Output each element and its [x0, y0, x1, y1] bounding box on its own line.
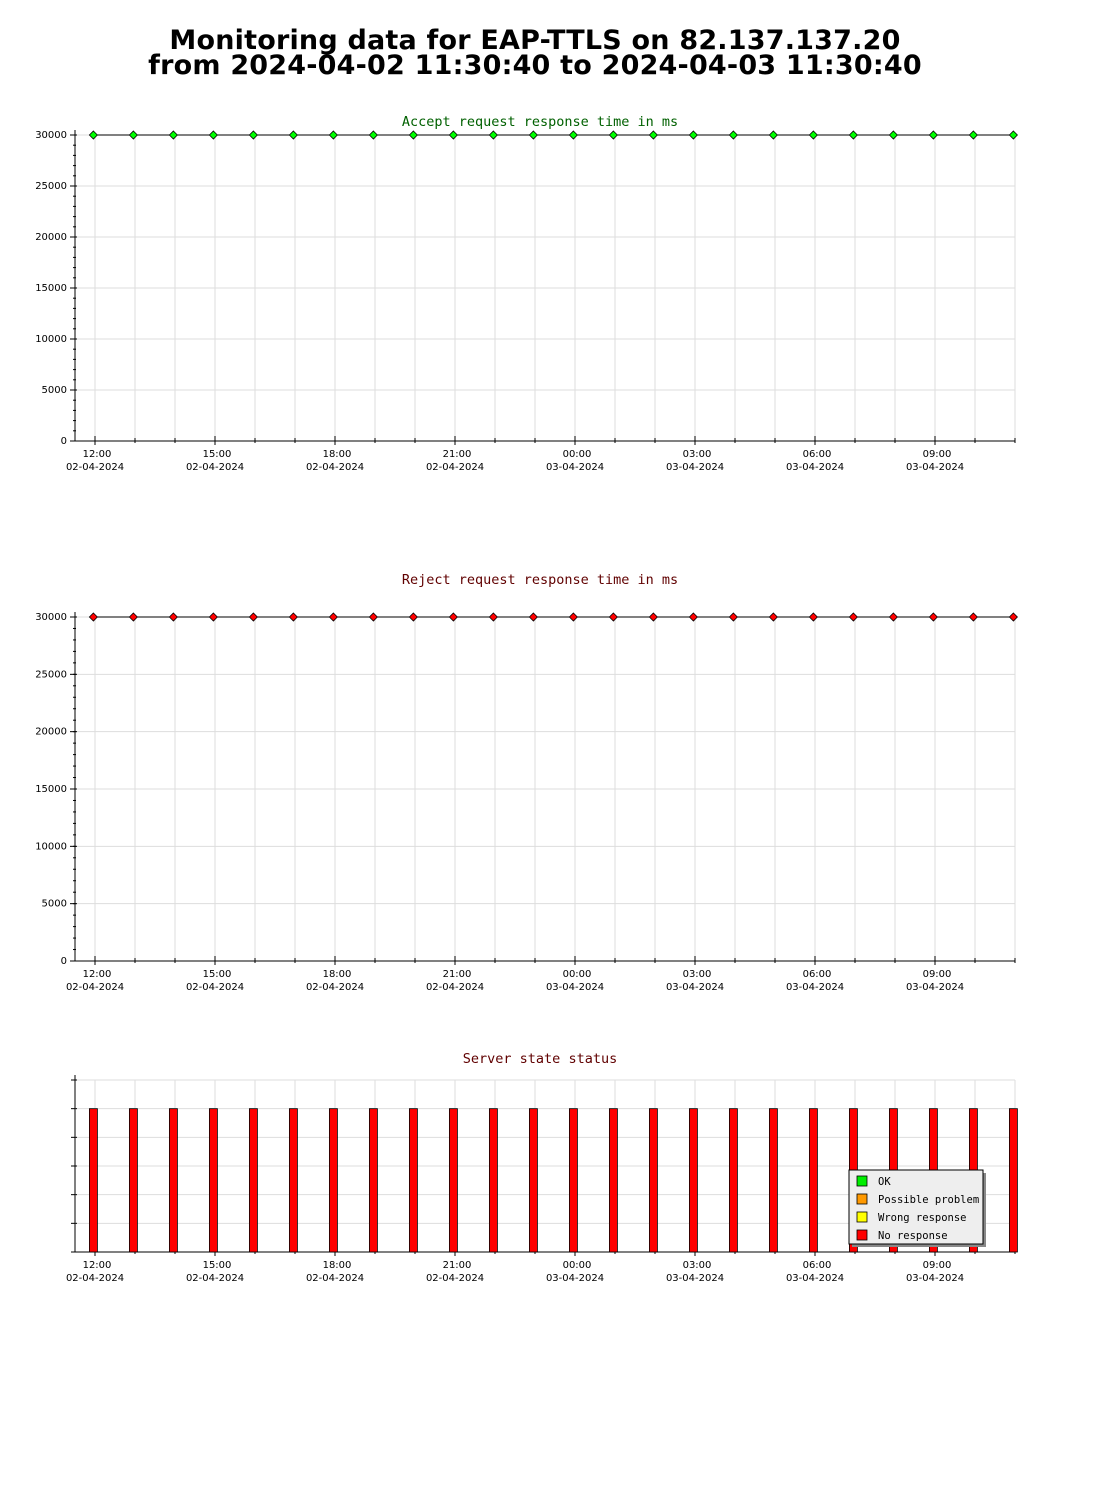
data-point: [489, 131, 497, 139]
data-point: [1009, 131, 1017, 139]
data-point: [289, 613, 297, 621]
data-point: [329, 613, 337, 621]
legend-swatch: [857, 1212, 867, 1222]
x-tick-date: 03-04-2024: [905, 982, 965, 993]
x-tick-time: 15:00: [202, 449, 232, 460]
data-point: [969, 131, 977, 139]
legend-swatch: [857, 1230, 867, 1240]
data-point: [769, 131, 777, 139]
status-bar: [329, 1109, 337, 1252]
status-bar: [449, 1109, 457, 1252]
x-tick-time: 06:00: [802, 969, 832, 980]
x-tick-time: 21:00: [442, 969, 472, 980]
x-tick-date: 03-04-2024: [545, 462, 605, 473]
data-point: [409, 131, 417, 139]
legend: [849, 1170, 983, 1244]
data-point: [169, 613, 177, 621]
status-bar: [89, 1109, 97, 1252]
y-tick-label: 30000: [35, 612, 67, 623]
y-tick-label: 20000: [35, 232, 67, 243]
data-point: [969, 613, 977, 621]
x-tick-time: 12:00: [82, 969, 112, 980]
data-point: [929, 131, 937, 139]
data-point: [369, 613, 377, 621]
x-tick-date: 02-04-2024: [65, 982, 125, 993]
data-point: [249, 613, 257, 621]
legend-label: OK: [878, 1176, 891, 1188]
data-point: [569, 131, 577, 139]
x-tick-date: 03-04-2024: [785, 1273, 845, 1284]
status-bar: [689, 1109, 697, 1252]
x-tick-date: 03-04-2024: [785, 462, 845, 473]
x-tick-time: 15:00: [202, 969, 232, 980]
x-tick-time: 03:00: [682, 449, 712, 460]
x-tick-date: 02-04-2024: [305, 982, 365, 993]
y-tick-label: 25000: [35, 669, 67, 681]
chart-title: Accept request response time in ms: [401, 114, 679, 130]
x-tick-date: 02-04-2024: [425, 982, 485, 993]
x-tick-time: 00:00: [562, 1260, 592, 1271]
x-tick-time: 12:00: [82, 1260, 112, 1271]
chart-title: Reject request response time in ms: [401, 572, 679, 588]
y-tick-label: 15000: [35, 283, 67, 294]
data-point: [329, 131, 337, 139]
page-title: Monitoring data for EAP-TTLS on 82.137.137.20: [169, 25, 901, 56]
chart-panel-2: [35, 572, 1017, 993]
data-point: [89, 613, 97, 621]
status-bar: [249, 1109, 257, 1252]
legend-swatch: [857, 1176, 867, 1186]
x-tick-time: 09:00: [922, 969, 952, 980]
x-tick-date: 02-04-2024: [65, 462, 125, 473]
page-subtitle: from 2024-04-02 11:30:40 to 2024-04-03 11:30:40: [148, 50, 922, 81]
chart-panel-1: [35, 114, 1017, 473]
data-point: [689, 613, 697, 621]
x-tick-time: 21:00: [442, 449, 472, 460]
x-tick-time: 15:00: [202, 1260, 232, 1271]
x-tick-time: 12:00: [82, 449, 112, 460]
y-tick-label: 15000: [35, 784, 67, 795]
data-point: [809, 613, 817, 621]
data-point: [689, 131, 697, 139]
chart-panel-3: [66, 1051, 1017, 1284]
y-tick-label: 0: [60, 436, 67, 447]
x-tick-date: 03-04-2024: [785, 982, 845, 993]
y-tick-label: 10000: [35, 841, 67, 853]
data-point: [649, 131, 657, 139]
data-point: [449, 131, 457, 139]
x-tick-time: 03:00: [682, 969, 712, 980]
data-point: [249, 131, 257, 139]
status-bar: [409, 1109, 417, 1252]
data-point: [209, 613, 217, 621]
x-tick-time: 21:00: [442, 1260, 472, 1271]
x-tick-date: 03-04-2024: [905, 1273, 965, 1284]
x-tick-time: 09:00: [922, 1260, 952, 1271]
y-tick-label: 10000: [35, 334, 67, 345]
x-tick-time: 18:00: [322, 449, 352, 460]
x-tick-date: 02-04-2024: [185, 462, 245, 473]
status-bar: [169, 1109, 177, 1252]
data-point: [929, 613, 937, 621]
y-tick-label: 30000: [35, 130, 67, 141]
status-bar: [729, 1109, 737, 1252]
x-tick-time: 18:00: [322, 1260, 352, 1271]
y-tick-label: 0: [60, 956, 67, 967]
status-bar: [769, 1109, 777, 1252]
data-point: [289, 131, 297, 139]
x-tick-date: 03-04-2024: [905, 462, 965, 473]
data-point: [569, 613, 577, 621]
data-point: [409, 613, 417, 621]
data-point: [769, 613, 777, 621]
data-point: [889, 131, 897, 139]
x-tick-time: 06:00: [802, 1260, 832, 1271]
x-tick-date: 03-04-2024: [545, 982, 605, 993]
x-tick-date: 02-04-2024: [305, 1273, 365, 1284]
data-point: [889, 613, 897, 621]
x-tick-time: 18:00: [322, 969, 352, 980]
status-bar: [649, 1109, 657, 1252]
x-tick-date: 02-04-2024: [185, 982, 245, 993]
x-tick-time: 03:00: [682, 1260, 712, 1271]
status-bar: [129, 1109, 137, 1252]
legend-label: No response: [878, 1230, 948, 1242]
data-point: [849, 131, 857, 139]
data-point: [129, 131, 137, 139]
legend-label: Possible problem: [878, 1194, 980, 1206]
data-point: [809, 131, 817, 139]
status-bar: [289, 1109, 297, 1252]
x-tick-date: 02-04-2024: [185, 1273, 245, 1284]
x-tick-date: 02-04-2024: [425, 1273, 485, 1284]
status-bar: [609, 1109, 617, 1252]
data-point: [489, 613, 497, 621]
x-tick-time: 09:00: [922, 449, 952, 460]
status-bar: [209, 1109, 217, 1252]
data-point: [1009, 613, 1017, 621]
x-tick-time: 06:00: [802, 449, 832, 460]
data-point: [649, 613, 657, 621]
data-point: [89, 131, 97, 139]
data-point: [609, 131, 617, 139]
y-tick-label: 5000: [41, 385, 67, 396]
data-point: [209, 131, 217, 139]
data-point: [729, 613, 737, 621]
y-tick-label: 25000: [35, 181, 67, 192]
x-tick-date: 03-04-2024: [545, 1273, 605, 1284]
data-point: [129, 613, 137, 621]
data-point: [609, 613, 617, 621]
data-point: [369, 131, 377, 139]
data-point: [529, 613, 537, 621]
status-bar: [569, 1109, 577, 1252]
x-tick-time: 00:00: [562, 969, 592, 980]
data-point: [849, 613, 857, 621]
data-point: [729, 131, 737, 139]
status-bar: [1009, 1109, 1017, 1252]
status-bar: [369, 1109, 377, 1252]
y-tick-label: 5000: [41, 898, 67, 910]
x-tick-date: 03-04-2024: [665, 1273, 725, 1284]
x-tick-date: 03-04-2024: [665, 462, 725, 473]
status-bar: [809, 1109, 817, 1252]
legend-label: Wrong response: [878, 1212, 967, 1224]
data-point: [529, 131, 537, 139]
status-bar: [489, 1109, 497, 1252]
x-tick-date: 02-04-2024: [305, 462, 365, 473]
data-point: [449, 613, 457, 621]
x-tick-date: 02-04-2024: [425, 462, 485, 473]
chart-title: Server state status: [462, 1051, 618, 1067]
y-tick-label: 20000: [35, 726, 67, 738]
x-tick-date: 02-04-2024: [65, 1273, 125, 1284]
data-point: [169, 131, 177, 139]
status-bar: [529, 1109, 537, 1252]
x-tick-time: 00:00: [562, 449, 592, 460]
legend-swatch: [857, 1194, 867, 1204]
x-tick-date: 03-04-2024: [665, 982, 725, 993]
